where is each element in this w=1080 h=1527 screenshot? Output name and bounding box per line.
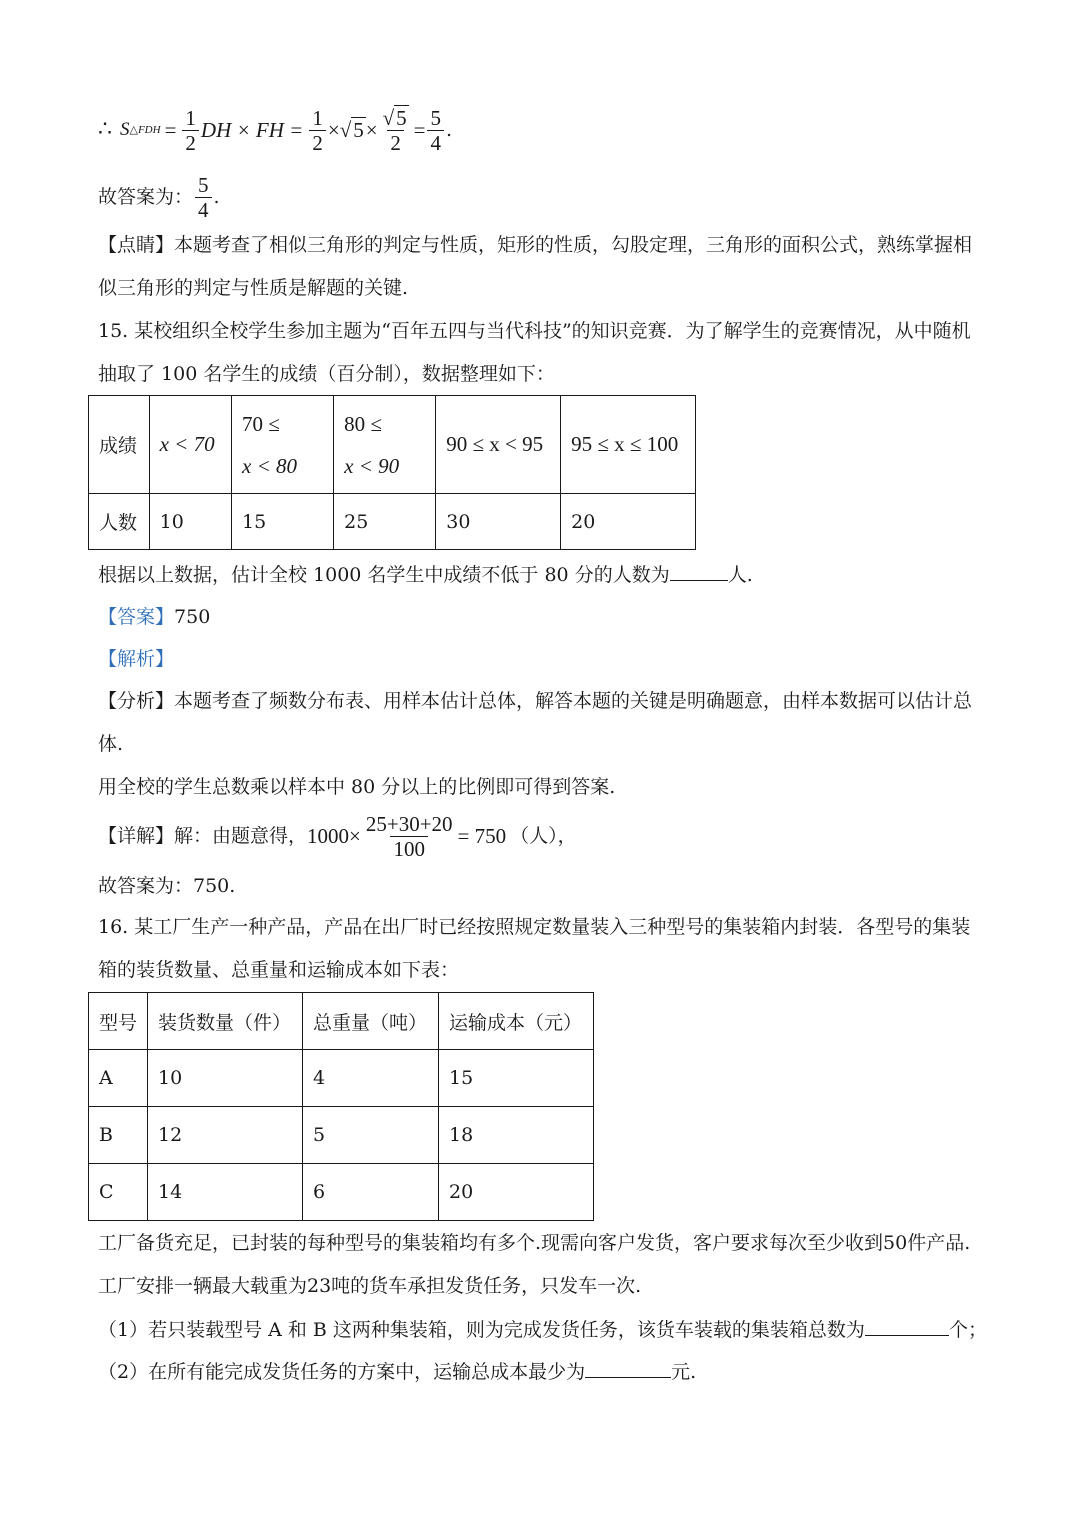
area-formula: ∴ S △FDH = $\frac{1}{2}$ DH × FH = $\frac{1}{2}$ × √5 × $\frac{√5}{2}$ = $\frac{5}{4}$ . [98,105,452,155]
formula-s: S [120,119,130,140]
range-90-95: 90 ≤ x < 95 [436,396,561,494]
answer-value: 750 [174,606,211,628]
table-row: A 10 4 15 [89,1050,594,1107]
count-cell: 10 [149,494,231,550]
formula-subscript: △FDH [129,124,161,136]
fraction-result: $\frac{5}{4}$ [427,106,444,155]
fraction-half-2: $\frac{1}{2}$ [309,106,326,155]
fenxi-line-2: 用全校的学生总数乘以样本中 80 分以上的比例即可得到答案. [98,776,616,798]
header-model: 型号 [89,993,148,1050]
sqrt-5: 5 [353,118,364,142]
answer-line-1: 故答案为： $\frac{5}{4}$ . [98,172,220,222]
question-16-text: 16. 某工厂生产一种产品，产品在出厂时已经按照规定数量装入三种型号的集装箱内封装．各型号的集装箱的装货数量、总重量和运输成本如下表： [98,916,971,981]
answer-blank[interactable] [865,1315,949,1336]
count-cell: 30 [436,494,561,550]
count-cell: 15 [232,494,334,550]
dianjing-paragraph: 【点睛】本题考查了相似三角形的判定与性质，矩形的性质，勾股定理，三角形的面积公式，熟练掌握相似三角形的判定与性质是解题的关键. [98,234,973,299]
fraction-sqrt5-over-2: $\frac{√5}{2}$ [382,105,407,155]
answer-blank[interactable] [585,1357,671,1378]
range-80-90: 80 ≤ x < 90 [334,396,436,494]
therefore-symbol: ∴ [98,117,112,142]
header-quantity: 装货数量（件） [148,993,303,1050]
question-16-text-2: 工厂备货充足，已封装的每种型号的集装箱均有多个.现需向客户发货，客户要求每次至少收到50件产品.工厂安排一辆最大载重为23吨的货车承担发货任务，只发车一次. [98,1232,971,1297]
answer-tag: 【答案】 [98,606,175,628]
count-cell: 25 [334,494,436,550]
jiexi-tag: 【解析】 [98,648,175,670]
fraction-half: $\frac{1}{2}$ [182,106,199,155]
range-below-70: x < 70 [149,396,231,494]
answer-line-2: 故答案为：750. [98,875,236,897]
answer-fraction: $\frac{5}{4}$ [195,173,212,222]
table-row: C 14 6 20 [89,1164,594,1221]
range-70-80: 70 ≤ x < 80 [232,396,334,494]
range-95-100: 95 ≤ x ≤ 100 [561,396,696,494]
score-table [88,395,696,550]
answer-15 [98,603,210,631]
xiangjie-line: 【详解】解：由题意得， 1000× $\frac{25+30+20}{100}$ = 750 （人）， [98,811,577,861]
sub-question-1: （1）若只装载型号 A 和 B 这两种集装箱，则为完成发货任务，该货车装载的集装箱总数为 个； [98,1315,987,1344]
fenxi-paragraph: 【分析】本题考查了频数分布表、用样本估计总体，解答本题的关键是明确题意，由样本数据可以估计总体. [98,690,973,755]
xiangjie-fraction: $\frac{25+30+20}{100}$ [365,811,453,861]
question-15-ask: 根据以上数据，估计全校 1000 名学生中成绩不低于 80 分的人数为 人. [98,560,753,589]
count-cell: 20 [561,494,696,550]
answer-blank[interactable] [670,560,728,581]
table-row: B 12 5 18 [89,1107,594,1164]
row-count-label: 人数 [89,494,150,550]
container-table [88,992,594,1221]
header-weight: 总重量（吨） [303,993,439,1050]
header-cost: 运输成本（元） [439,993,594,1050]
header-score: 成绩 [89,396,150,494]
sub-question-2: （2）在所有能完成发货任务的方案中，运输总成本最少为 元. [98,1357,696,1386]
formula-dh-fh: DH × FH = [200,118,304,142]
question-15-text: 15. 某校组织全校学生参加主题为“百年五四与当代科技”的知识竞赛．为了解学生的竞赛情况，从中随机抽取了 100 名学生的成绩（百分制），数据整理如下： [98,320,971,385]
